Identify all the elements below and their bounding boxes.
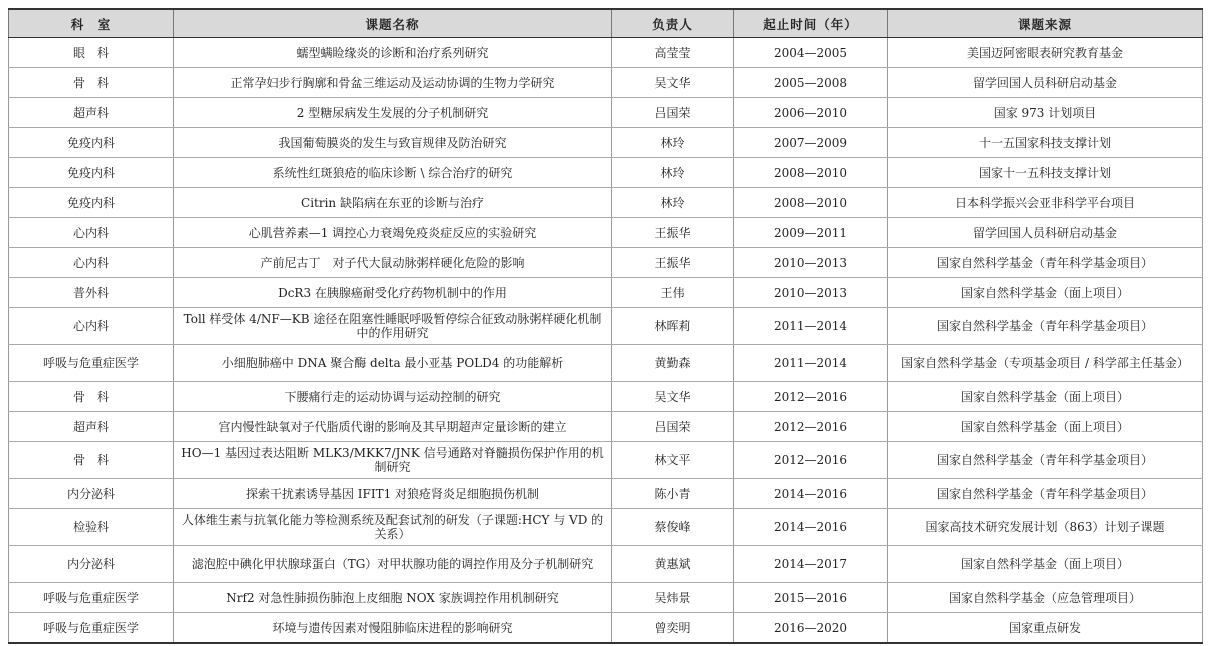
cell-principal: 林晖莉 [612,308,734,345]
cell-funding-source: 国家 973 计划项目 [888,98,1203,128]
research-projects-table [8,8,1203,644]
cell-department: 心内科 [9,218,174,248]
cell-project-title: Citrin 缺陷病在东亚的诊断与治疗 [174,188,612,218]
cell-principal: 高莹莹 [612,38,734,68]
cell-principal: 吴炜景 [612,583,734,613]
table-row [9,248,1203,278]
cell-period: 2011—2014 [734,345,888,382]
cell-principal: 吴文华 [612,382,734,412]
table-row [9,308,1203,345]
table-header-row [9,9,1203,38]
table-row [9,583,1203,613]
cell-project-title: Nrf2 对急性肺损伤肺泡上皮细胞 NOX 家族调控作用机制研究 [174,583,612,613]
cell-project-title: 产前尼古丁 对子代大鼠动脉粥样硬化危险的影响 [174,248,612,278]
table-row [9,158,1203,188]
table-row [9,546,1203,583]
header-principal: 负责人 [612,9,734,38]
cell-funding-source: 国家十一五科技支撑计划 [888,158,1203,188]
table-row [9,382,1203,412]
header-department: 科 室 [9,9,174,38]
cell-funding-source: 国家自然科学基金（青年科学基金项目） [888,479,1203,509]
cell-principal: 吴文华 [612,68,734,98]
table-row [9,218,1203,248]
cell-principal: 曾奕明 [612,613,734,644]
cell-project-title: 人体维生素与抗氧化能力等检测系统及配套试剂的研发（子课题:HCY 与 VD 的关系） [174,509,612,546]
cell-principal: 林玲 [612,158,734,188]
table-row [9,412,1203,442]
cell-department: 呼吸与危重症医学 [9,345,174,382]
cell-project-title: DcR3 在胰腺癌耐受化疗药物机制中的作用 [174,278,612,308]
cell-project-title: HO—1 基因过表达阻断 MLK3/MKK7/JNK 信号通路对脊髓损伤保护作用的机制研究 [174,442,612,479]
cell-period: 2012—2016 [734,382,888,412]
cell-principal: 王伟 [612,278,734,308]
cell-funding-source: 国家自然科学基金（面上项目） [888,278,1203,308]
header-period: 起止时间（年） [734,9,888,38]
cell-principal: 王振华 [612,248,734,278]
cell-funding-source: 国家自然科学基金（专项基金项目 / 科学部主任基金） [888,345,1203,382]
cell-period: 2012—2016 [734,412,888,442]
cell-department: 骨 科 [9,68,174,98]
table-row [9,188,1203,218]
cell-project-title: 正常孕妇步行胸廓和骨盆三维运动及运动协调的生物力学研究 [174,68,612,98]
cell-department: 呼吸与危重症医学 [9,583,174,613]
cell-period: 2015—2016 [734,583,888,613]
cell-principal: 林玲 [612,128,734,158]
cell-principal: 林文平 [612,442,734,479]
cell-period: 2014—2016 [734,509,888,546]
cell-department: 免疫内科 [9,128,174,158]
cell-period: 2012—2016 [734,442,888,479]
cell-funding-source: 美国迈阿密眼表研究教育基金 [888,38,1203,68]
cell-period: 2010—2013 [734,278,888,308]
cell-funding-source: 国家自然科学基金（青年科学基金项目） [888,442,1203,479]
cell-project-title: Toll 样受体 4/NF—KB 途径在阻塞性睡眠呼吸暂停综合征致动脉粥样硬化机制中的作用研究 [174,308,612,345]
cell-period: 2014—2017 [734,546,888,583]
cell-period: 2007—2009 [734,128,888,158]
cell-department: 免疫内科 [9,158,174,188]
cell-funding-source: 留学回国人员科研启动基金 [888,218,1203,248]
cell-department: 超声科 [9,98,174,128]
cell-department: 内分泌科 [9,546,174,583]
cell-department: 内分泌科 [9,479,174,509]
cell-project-title: 环境与遗传因素对慢阻肺临床进程的影响研究 [174,613,612,644]
cell-department: 眼 科 [9,38,174,68]
cell-period: 2005—2008 [734,68,888,98]
header-project-title: 课题名称 [174,9,612,38]
cell-project-title: 小细胞肺癌中 DNA 聚合酶 delta 最小亚基 POLD4 的功能解析 [174,345,612,382]
cell-funding-source: 国家自然科学基金（面上项目） [888,412,1203,442]
cell-department: 骨 科 [9,382,174,412]
cell-period: 2008—2010 [734,158,888,188]
cell-department: 超声科 [9,412,174,442]
cell-period: 2014—2016 [734,479,888,509]
cell-project-title: 我国葡萄膜炎的发生与致盲规律及防治研究 [174,128,612,158]
table-row [9,509,1203,546]
cell-funding-source: 国家重点研发 [888,613,1203,644]
cell-period: 2008—2010 [734,188,888,218]
cell-funding-source: 国家自然科学基金（青年科学基金项目） [888,308,1203,345]
cell-funding-source: 留学回国人员科研启动基金 [888,68,1203,98]
cell-funding-source: 国家自然科学基金（应急管理项目） [888,583,1203,613]
cell-project-title: 心肌营养素—1 调控心力衰竭免疫炎症反应的实验研究 [174,218,612,248]
table-row [9,98,1203,128]
cell-project-title: 下腰痛行走的运动协调与运动控制的研究 [174,382,612,412]
table-row [9,38,1203,68]
header-funding-source: 课题来源 [888,9,1203,38]
cell-principal: 吕国荣 [612,412,734,442]
cell-principal: 蔡俊峰 [612,509,734,546]
table-row [9,479,1203,509]
cell-period: 2006—2010 [734,98,888,128]
cell-period: 2004—2005 [734,38,888,68]
cell-department: 免疫内科 [9,188,174,218]
cell-period: 2016—2020 [734,613,888,644]
cell-department: 呼吸与危重症医学 [9,613,174,644]
table-row [9,613,1203,644]
cell-department: 骨 科 [9,442,174,479]
cell-funding-source: 国家自然科学基金（面上项目） [888,382,1203,412]
cell-department: 心内科 [9,308,174,345]
table-row [9,345,1203,382]
table-row [9,442,1203,479]
cell-project-title: 宫内慢性缺氧对子代脂质代谢的影响及其早期超声定量诊断的建立 [174,412,612,442]
cell-funding-source: 十一五国家科技支撑计划 [888,128,1203,158]
cell-project-title: 系统性红斑狼疮的临床诊断 \ 综合治疗的研究 [174,158,612,188]
cell-principal: 黄勤森 [612,345,734,382]
cell-principal: 陈小青 [612,479,734,509]
cell-department: 普外科 [9,278,174,308]
cell-project-title: 蠕型螨睑缘炎的诊断和治疗系列研究 [174,38,612,68]
research-table-container [8,8,1202,644]
cell-principal: 林玲 [612,188,734,218]
cell-funding-source: 国家高技术研究发展计划（863）计划子课题 [888,509,1203,546]
cell-funding-source: 国家自然科学基金（青年科学基金项目） [888,248,1203,278]
cell-project-title: 滤泡腔中碘化甲状腺球蛋白（TG）对甲状腺功能的调控作用及分子机制研究 [174,546,612,583]
cell-period: 2009—2011 [734,218,888,248]
cell-principal: 吕国荣 [612,98,734,128]
table-row [9,278,1203,308]
cell-principal: 黄惠斌 [612,546,734,583]
cell-period: 2011—2014 [734,308,888,345]
cell-department: 检验科 [9,509,174,546]
cell-project-title: 探索干扰素诱导基因 IFIT1 对狼疮肾炎足细胞损伤机制 [174,479,612,509]
cell-department: 心内科 [9,248,174,278]
table-row [9,128,1203,158]
cell-period: 2010—2013 [734,248,888,278]
table-row [9,68,1203,98]
cell-principal: 王振华 [612,218,734,248]
cell-funding-source: 日本科学振兴会亚非科学平台项目 [888,188,1203,218]
cell-project-title: 2 型糖尿病发生发展的分子机制研究 [174,98,612,128]
cell-funding-source: 国家自然科学基金（面上项目） [888,546,1203,583]
